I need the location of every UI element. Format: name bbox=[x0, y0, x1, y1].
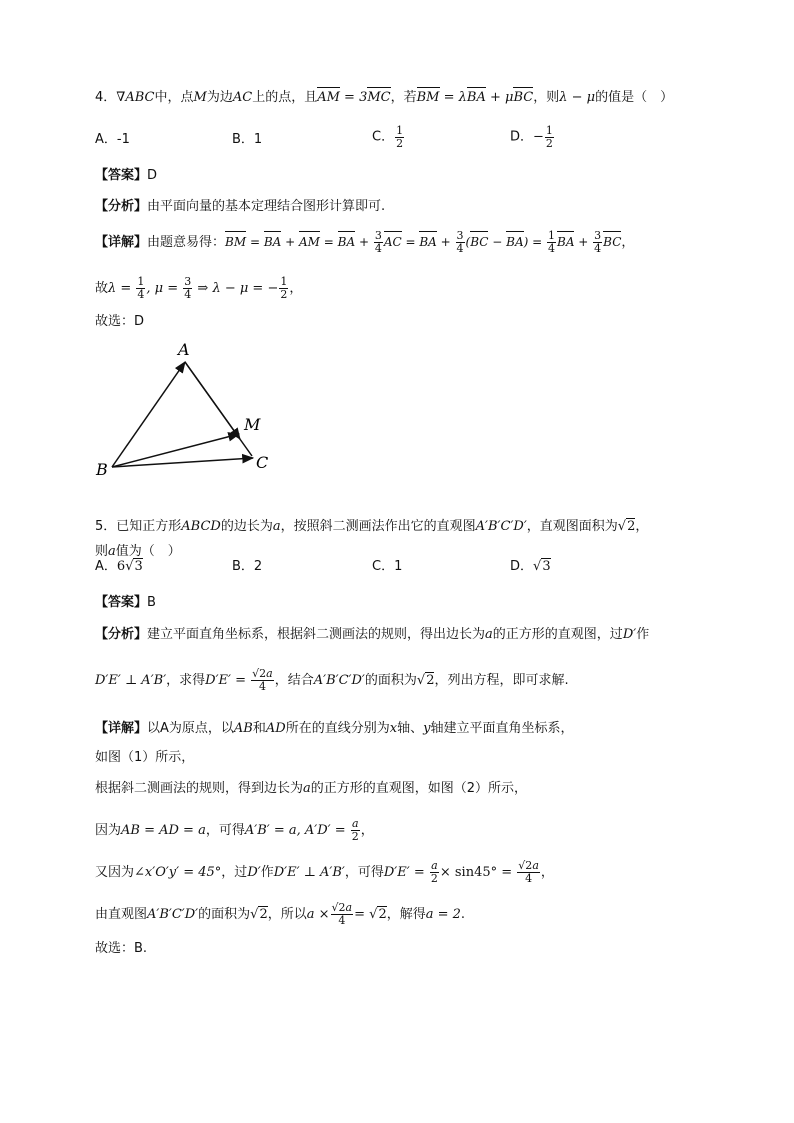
q4-stem: 4．∇ABC中，点M为边AC上的点，且AM = 3MC，若BM = λBA + μBC，则λ − μ的值是（ ） bbox=[95, 90, 674, 105]
q5-option-b: B．2 bbox=[232, 559, 263, 574]
q4-answer: 【答案】D bbox=[95, 168, 158, 183]
q5-answer: 【答案】B bbox=[95, 595, 156, 610]
label-c: C bbox=[256, 453, 269, 472]
q4-option-b: B．1 bbox=[232, 132, 263, 147]
q5-analysis: 【分析】建立平面直角坐标系，根据斜二测画法的规则，得出边长为a的正方形的直观图，过D′作 bbox=[95, 627, 650, 642]
q4-conclusion: 故λ = $\frac{1}{4}$ , μ = $\frac{3}{4}$ ⇒ λ − μ = − $\frac{1}{2}$ ， bbox=[95, 275, 303, 301]
q5-option-a: A．6√3 bbox=[95, 559, 143, 574]
q4-analysis: 【分析】由平面向量的基本定理结合图形计算即可. bbox=[95, 199, 386, 214]
q4-option-c: C． $\frac{1}{2}$ bbox=[372, 124, 404, 150]
segment-am bbox=[185, 362, 240, 439]
q4-option-a: A．-1 bbox=[95, 132, 130, 147]
label-a: A bbox=[178, 340, 190, 359]
q5-detail-3: 根据斜二测画法的规则，得到边长为a的正方形的直观图，如图（2）所示， bbox=[95, 781, 528, 796]
q5-stem-line2: 则a值为（ ） bbox=[95, 544, 181, 559]
q5-detail-6: 由直观图A′B′C′D′的面积为√2，所以a × $\frac{√2a}{4}$ = √2，解得a = 2. bbox=[95, 901, 466, 927]
q5-detail-2: 如图（1）所示， bbox=[95, 750, 195, 765]
label-b: B bbox=[96, 460, 108, 475]
q5-analysis-line2: D′E′ ⊥ A′B′，求得D′E′ = $\frac{√2a}{4}$ ，结合A′B′C′D′的面积为√2，列出方程，即可求解. bbox=[95, 667, 569, 693]
q5-detail-1: 【详解】以A为原点，以AB和AD所在的直线分别为x轴、y轴建立平面直角坐标系， bbox=[95, 721, 574, 736]
q5-detail-4: 因为AB = AD = a，可得A′B′ = a, A′D′ = $\frac{a}{2}$ ， bbox=[95, 817, 374, 843]
q5-detail-5: 又因为∠x′O′y′ = 45°，过D′作D′E′ ⊥ A′B′，可得D′E′ = $\frac{a}{2}$ × sin45° = $\frac{√2a}{4}$ ， bbox=[95, 859, 554, 885]
segment-bc bbox=[112, 458, 253, 467]
q5-choose: 故选：B. bbox=[95, 941, 148, 956]
q4-triangle-figure bbox=[90, 340, 290, 475]
q5-option-c: C．1 bbox=[372, 559, 403, 574]
q4-choose: 故选：D bbox=[95, 314, 145, 329]
q5-option-d: D．√3 bbox=[510, 559, 551, 574]
q4-detail: 【详解】由题意易得：BM = BA + AM = BA + $\frac{3}{4}$ AC = BA + $\frac{3}{4}$ (BC − BA) = $\frac{1}{4}$ BA + $\frac{3}{4}$ BC， bbox=[95, 229, 635, 255]
label-m: M bbox=[244, 415, 261, 434]
q5-stem: 5．已知正方形ABCD的边长为a，按照斜二测画法作出它的直观图A′B′C′D′，直观图面积为√2， bbox=[95, 519, 649, 534]
q4-option-d: D．− $\frac{1}{2}$ bbox=[510, 124, 553, 150]
